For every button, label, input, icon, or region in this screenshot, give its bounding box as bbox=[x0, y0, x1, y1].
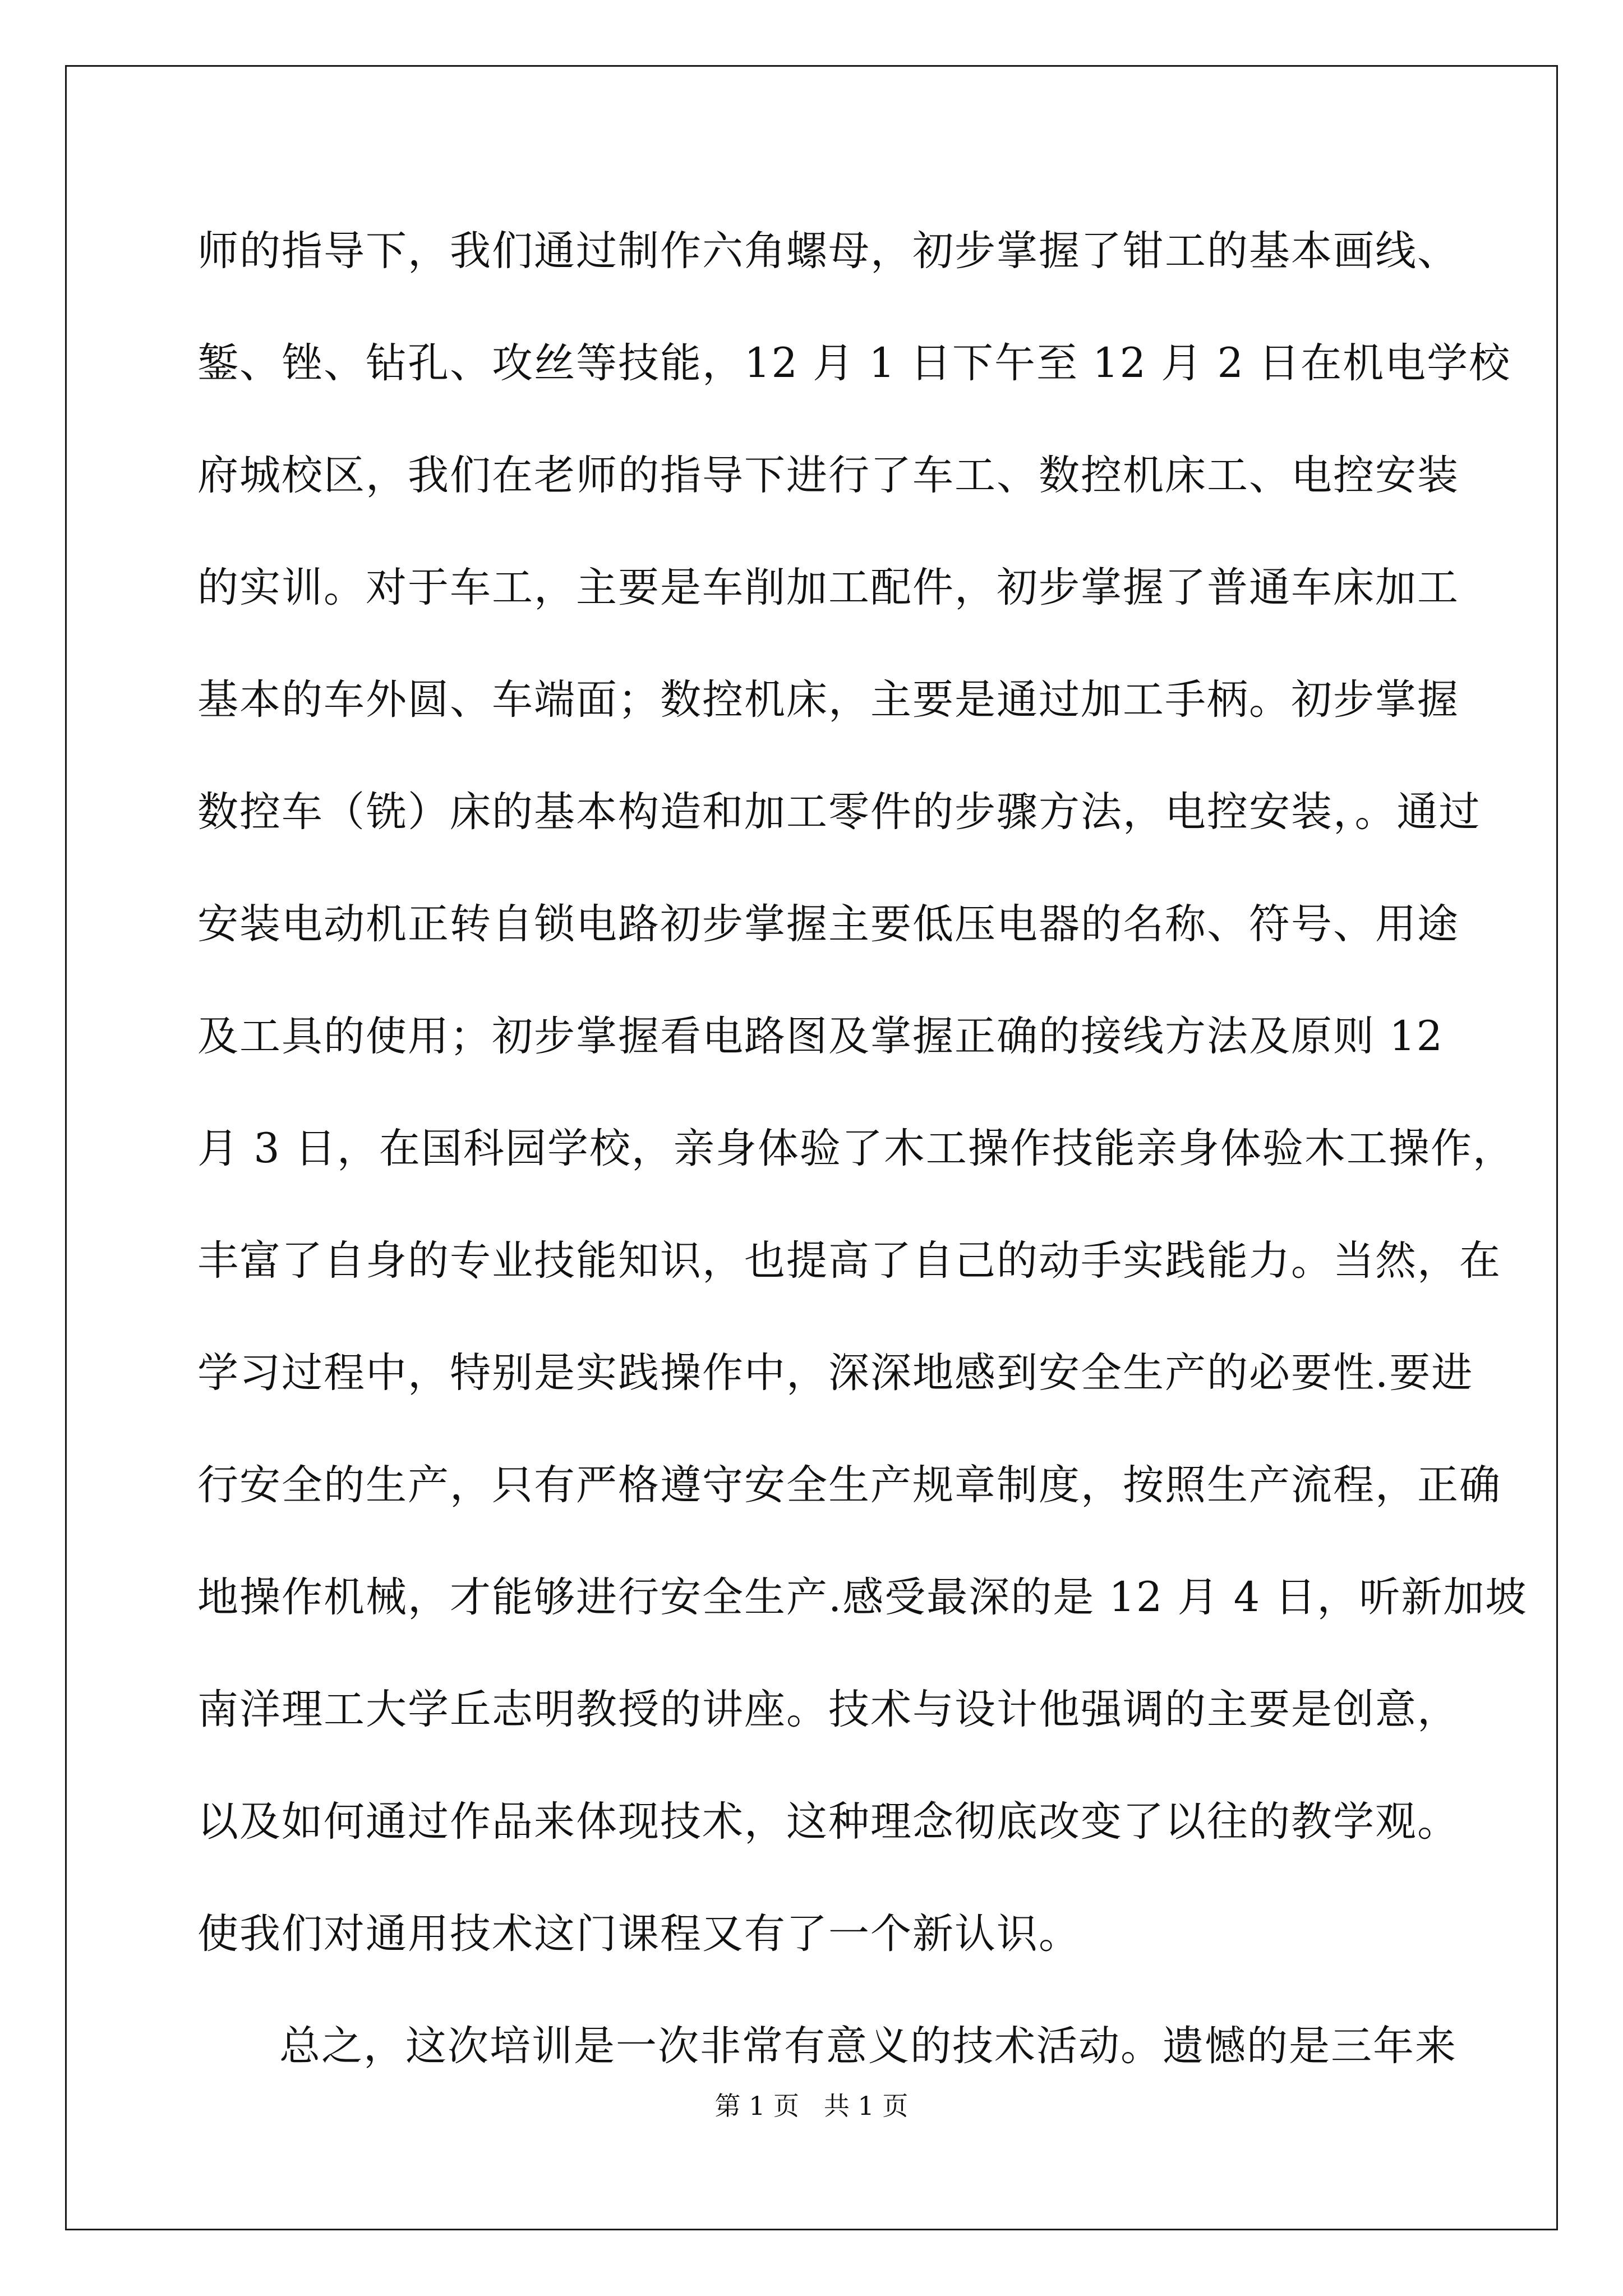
text-line: 的实训。对于车工，主要是车削加工配件，初步掌握了普通车床加工 bbox=[197, 564, 1459, 611]
text-line: 府城校区，我们在老师的指导下进行了车工、数控机床工、电控安装 bbox=[197, 452, 1459, 499]
text-line: 地操作机械，才能够进行安全生产.感受最深的是 12 月 4 日，听新加坡 bbox=[197, 1573, 1528, 1621]
text-line: 行安全的生产，只有严格遵守安全生产规章制度，按照生产流程，正确 bbox=[197, 1461, 1501, 1509]
text-line: 以及如何通过作品来体现技术，这种理念彻底改变了以往的教学观。 bbox=[197, 1798, 1459, 1846]
page-footer: 第 1 页 共 1 页 bbox=[714, 2091, 909, 2121]
text-line: 基本的车外圆、车端面；数控机床，主要是通过加工手柄。初步掌握 bbox=[197, 676, 1459, 724]
paragraph-first-line: 总之，这次培训是一次非常有意义的技术活动。遗憾的是三年来 bbox=[279, 2022, 1457, 2070]
document-body bbox=[197, 195, 1528, 2102]
text-line: 月 3 日，在国科园学校，亲身体验了木工操作技能亲身体验木工操作， bbox=[197, 1125, 1515, 1172]
text-line: 安装电动机正转自锁电路初步掌握主要低压电器的名称、符号、用途 bbox=[197, 900, 1459, 948]
text-line: 南洋理工大学丘志明教授的讲座。技术与设计他强调的主要是创意， bbox=[197, 1686, 1459, 1733]
text-line: 数控车（铣）床的基本构造和加工零件的步骤方法，电控安装，。通过 bbox=[197, 788, 1481, 836]
text-line: 及工具的使用；初步掌握看电路图及掌握正确的接线方法及原则 12 bbox=[197, 1013, 1444, 1060]
text-line: 师的指导下，我们通过制作六角螺母，初步掌握了钳工的基本画线、 bbox=[197, 227, 1459, 275]
text-line: 丰富了自身的专业技能知识，也提高了自己的动手实践能力。当然，在 bbox=[197, 1237, 1501, 1285]
text-line: 錾、锉、钻孔、攻丝等技能，12 月 1 日下午至 12 月 2 日在机电学校 bbox=[197, 339, 1511, 387]
text-line: 学习过程中，特别是实践操作中，深深地感到安全生产的必要性.要进 bbox=[197, 1349, 1474, 1397]
text-line: 使我们对通用技术这门课程又有了一个新认识。 bbox=[197, 1910, 1081, 1958]
